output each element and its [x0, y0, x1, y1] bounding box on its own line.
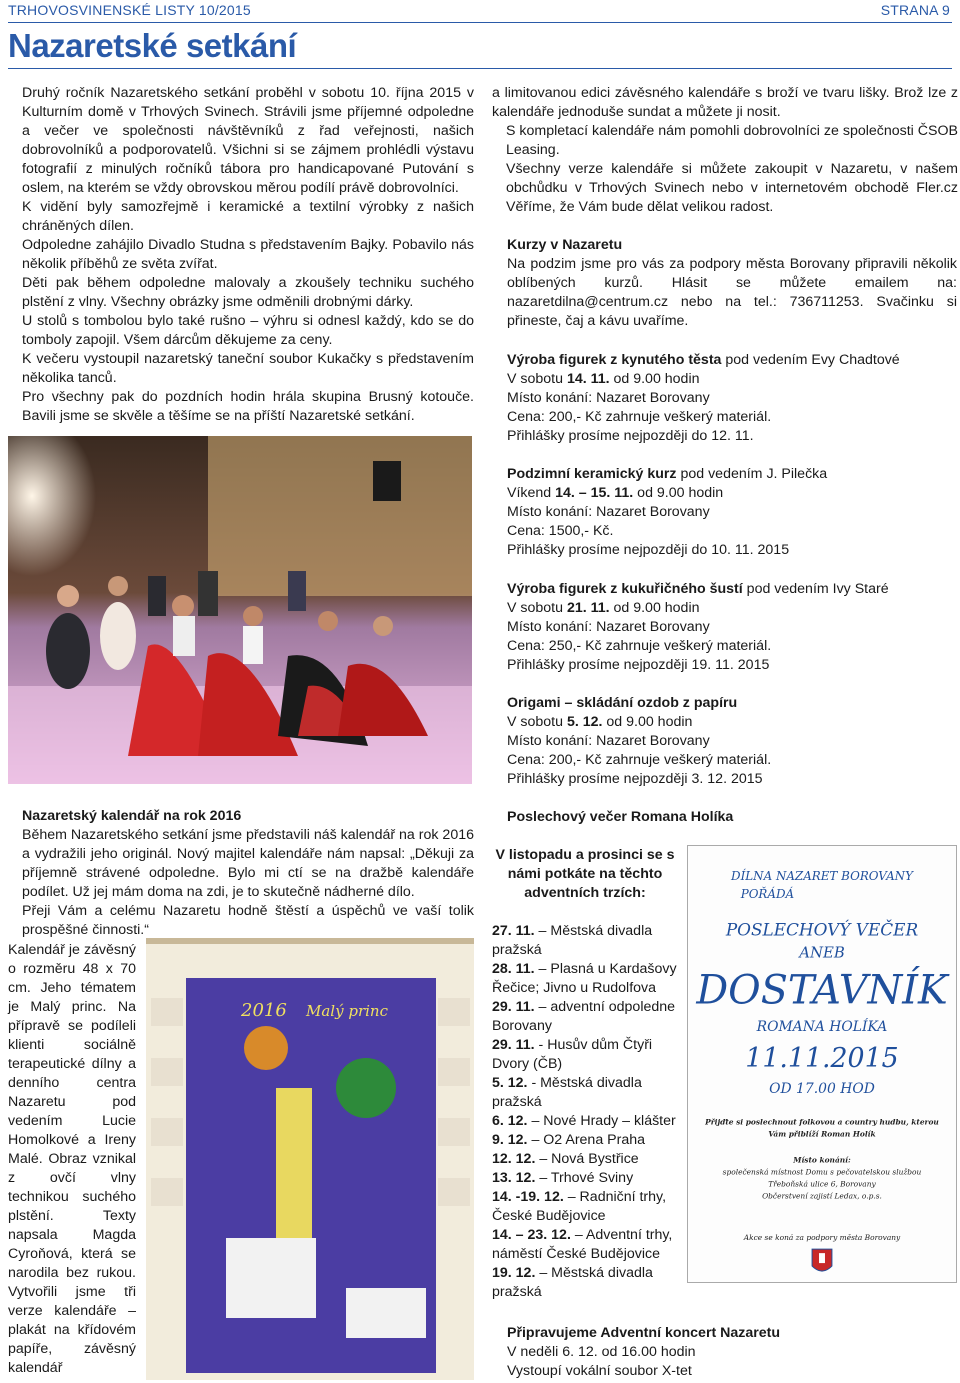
concert-section: Připravujeme Adventní koncert Nazaretu V neděli 6. 12. od 16.00 hodin Vystoupí vokální soubor X-tet: [507, 1324, 957, 1381]
event-flyer: [687, 845, 957, 1283]
section-heading: Poslechový večer Romana Holíka: [507, 809, 734, 825]
list-item: 29. 11. – adventní odpoledne Borovany: [492, 999, 676, 1034]
flyer-invite: Přijďte si poslechnout folkovou a country hudbu, kterou: [705, 1117, 939, 1127]
section-heading: Připravujeme Adventní koncert Nazaretu: [507, 1325, 781, 1341]
paragraph: U stolů s tombolou bylo také rušno – výhru si odnesl každý, kdo se do tomboly zapojil. Všem dárcům děkujeme za ceny.: [22, 313, 474, 348]
course-item: Origami – skládání ozdob z papíru V sobotu 5. 12. od 9.00 hodin Místo konání: Nazaret Borovany Cena: 200,- Kč zahrnuje veškerý materiál. Přihlášky prosíme nejpozději 3. 12. 2015: [507, 695, 772, 787]
paragraph: Pro všechny pak do pozdních hodin hrála skupina Brusný kotouče. Bavili jsme se skvěle a těšíme se na příští Nazaretské setkání.: [22, 389, 474, 424]
paragraph: Odpoledne zahájilo Divadlo Studna s představením Bajky. Pobavilo nás několik příběhů ze světa zvířat.: [22, 237, 474, 272]
header-divider: [8, 22, 952, 23]
flyer-time: OD 17.00 HOD: [769, 1080, 875, 1097]
list-item: 12. 12. – Nová Bystřice: [492, 1151, 639, 1167]
courses-section: [507, 236, 957, 331]
flyer-line2: ANEB: [799, 943, 845, 962]
poster-year: 2016: [241, 1000, 287, 1021]
flyer-org2: POŘÁDÁ: [740, 886, 795, 901]
dance-performance-photo: [8, 436, 472, 784]
flyer-line4: ROMANA HOLÍKA: [756, 1019, 888, 1036]
list-item: 14. -19. 12. – Radniční trhy, České Budějovice: [492, 1189, 667, 1224]
flyer-date: 11.11.2015: [745, 1042, 899, 1074]
paragraph: a limitovanou edici závěsného kalendáře s broží ve tvaru lišky. Brož lze z kalendáře jednoduše sundat a můžete ji nosit.: [492, 85, 958, 120]
paragraph: Přeji Vám a celému Nazaretu hodně štěstí a úspěchů ve vaší tolik prospěšné činnosti.“: [22, 903, 474, 938]
calendar-poster-photo: [146, 938, 474, 1380]
borovany-coat-of-arms-icon: [812, 1249, 832, 1271]
list-item: 27. 11. – Městská divadla pražská: [492, 923, 653, 958]
flyer-line1: POSLECHOVÝ VEČER: [725, 919, 919, 940]
course-title: Výroba figurek z kynutého těsta: [507, 352, 722, 368]
paragraph: Na podzim jsme pro vás za podpory města Borovany připravili několik oblíbených kurzů. Hlásit se můžete emailem na: nazaretdilna@centrum.cz nebo na tel.: 736711253. Svačinku si přineste, čaj a kávu uvaříme.: [507, 256, 957, 329]
list-item: 5. 12. - Městská divadla pražská: [492, 1075, 642, 1110]
list-item: 19. 12. – Městská divadla pražská: [492, 1265, 653, 1300]
newspaper-name: TRHOVOSVINENSKÉ LISTY 10/2015: [8, 2, 251, 18]
list-item: 14. – 23. 12. – Adventní trhy, náměstí České Budějovice: [492, 1227, 673, 1262]
advent-intro: V listopadu a prosinci se s námi potkáte na těchto adventních trzích:: [495, 847, 675, 901]
flyer-org: DÍLNA NAZARET BOROVANY: [731, 868, 913, 883]
list-item: 6. 12. – Nové Hrady – klášter: [492, 1113, 676, 1129]
paragraph: K večeru vystoupil nazaretský taneční soubor Kukačky s představením několika tanců.: [22, 351, 474, 386]
flyer-support: Akce se koná za podpory města Borovany: [743, 1233, 901, 1243]
paragraph: Všechny verze kalendáře si můžete zakoupit v Nazaretu, v našem obchůdku v Trhových Svinech nebo v internetovém obchodě Fler.cz Věříme, že Vám bude dělat velikou radost.: [506, 161, 958, 215]
article-title: Nazaretské setkání: [8, 27, 297, 64]
poster-title: Malý princ: [306, 1002, 388, 1020]
paragraph: S kompletací kalendáře nám pomohli dobrovolníci ze společnosti ČSOB Leasing.: [506, 123, 958, 158]
page-number: STRANA 9: [880, 2, 950, 18]
paragraph: Druhý ročník Nazaretského setkání proběhl v sobotu 10. října 2015 v Kulturním domě v Trhových Svinech. Strávili jsme příjemné odpoledne a večer ve společnosti návštěvníků z řad veřejnosti, našich dobrovolníků a podporovatelů. Všichni si se zájmem prohlédli výstavu fotografií z minulých ročníků tábora pro handicapované Putování s oslem, na kterém se vždy obrovskou měrou podílí právě dobrovolníci.: [22, 85, 474, 196]
course-title: Origami – skládání ozdob z papíru: [507, 695, 738, 711]
flyer-venue3: Občerstvení zajistí Ledax, o.p.s.: [762, 1191, 882, 1201]
article-body-left: [8, 84, 474, 426]
list-item: 9. 12. – O2 Arena Praha: [492, 1132, 646, 1148]
article-body-right: [492, 84, 958, 217]
section-heading: Kurzy v Nazaretu: [507, 237, 623, 253]
list-item: 28. 11. – Plasná u Kardašovy Řečice; Jivno u Rudolfova: [492, 961, 677, 996]
flyer-line3: DOSTAVNÍK: [696, 967, 948, 1014]
course-title: Podzimní keramický kurz: [507, 466, 677, 482]
flyer-invite2: Vám přiblíží Roman Holík: [768, 1129, 876, 1139]
course-item: Výroba figurek z kukuřičného šustí pod vedením Ivy Staré V sobotu 21. 11. od 9.00 hodin Místo konání: Nazaret Borovany Cena: 250,- Kč zahrnuje veškerý materiál. Přihlášky prosíme nejpozději 19. 11. 2015: [507, 581, 889, 673]
calendar-details: Kalendář je závěsný o rozměru 48 x 70 cm. Jeho tématem je Malý princ. Na přípravě se podíleli klienti sociálně terapeutické dílny a denního centra Nazaretu pod vedením Lucie Homolkové a Ireny Malé. Obraz vznikal z ovčí vlny technikou suchého plstění. Texty napsala Magda Cyroňová, která se narodila bez rukou. Vytvořili jsme tři verze kalendáře – plakát na křídovém papíře, závěsný kalendář: [8, 942, 136, 1376]
course-item: Podzimní keramický kurz pod vedením J. Pilečka Víkend 14. – 15. 11. od 9.00 hodin Místo konání: Nazaret Borovany Cena: 1500,- Kč. Přihlášky prosíme nejpozději do 10. 11. 2015: [507, 466, 828, 558]
paragraph: Během Nazaretského setkání jsme představili náš kalendář na rok 2016 a vydražili jeho originál. Nový majitel kalendáře nám napsal: „Děkuji za příjemně strávené odpoledne. Bylo mi ctí se na dražbě kalendáře podílet. Už jej mám doma na zdi, je to skutečně nádherné dílo.: [22, 827, 474, 900]
course-item: Výroba figurek z kynutého těsta pod vedením Evy Chadtové V sobotu 14. 11. od 9.00 hodin Místo konání: Nazaret Borovany Cena: 200,- Kč zahrnuje veškerý materiál. Přihlášky prosíme nejpozději do 12. 11.: [507, 352, 900, 444]
flyer-venue2: Třeboňská ulice 6, Borovany: [768, 1179, 876, 1189]
paragraph: K vidění byly samozřejmě i keramické a textilní výrobky z našich chráněných dílen.: [22, 199, 474, 234]
flyer-venue: společenská místnost Domu s pečovatelskou službou: [722, 1167, 922, 1177]
flyer-venue-heading: Místo konání:: [793, 1155, 851, 1165]
title-divider: [8, 68, 952, 69]
calendar-article: [22, 807, 474, 940]
section-heading: Nazaretský kalendář na rok 2016: [22, 808, 242, 824]
course-title: Výroba figurek z kukuřičného šustí: [507, 581, 743, 597]
list-item: 29. 11. - Husův dům Čtyři Dvory (ČB): [492, 1037, 653, 1072]
advent-market-list: [492, 922, 678, 1302]
paragraph: Děti pak během odpoledne malovaly a zkoušely techniku suchého plstění z vlny. Všechny obrázky jsme odměnili drobnými dárky.: [22, 275, 474, 310]
list-item: 13. 12. – Trhové Sviny: [492, 1170, 634, 1186]
